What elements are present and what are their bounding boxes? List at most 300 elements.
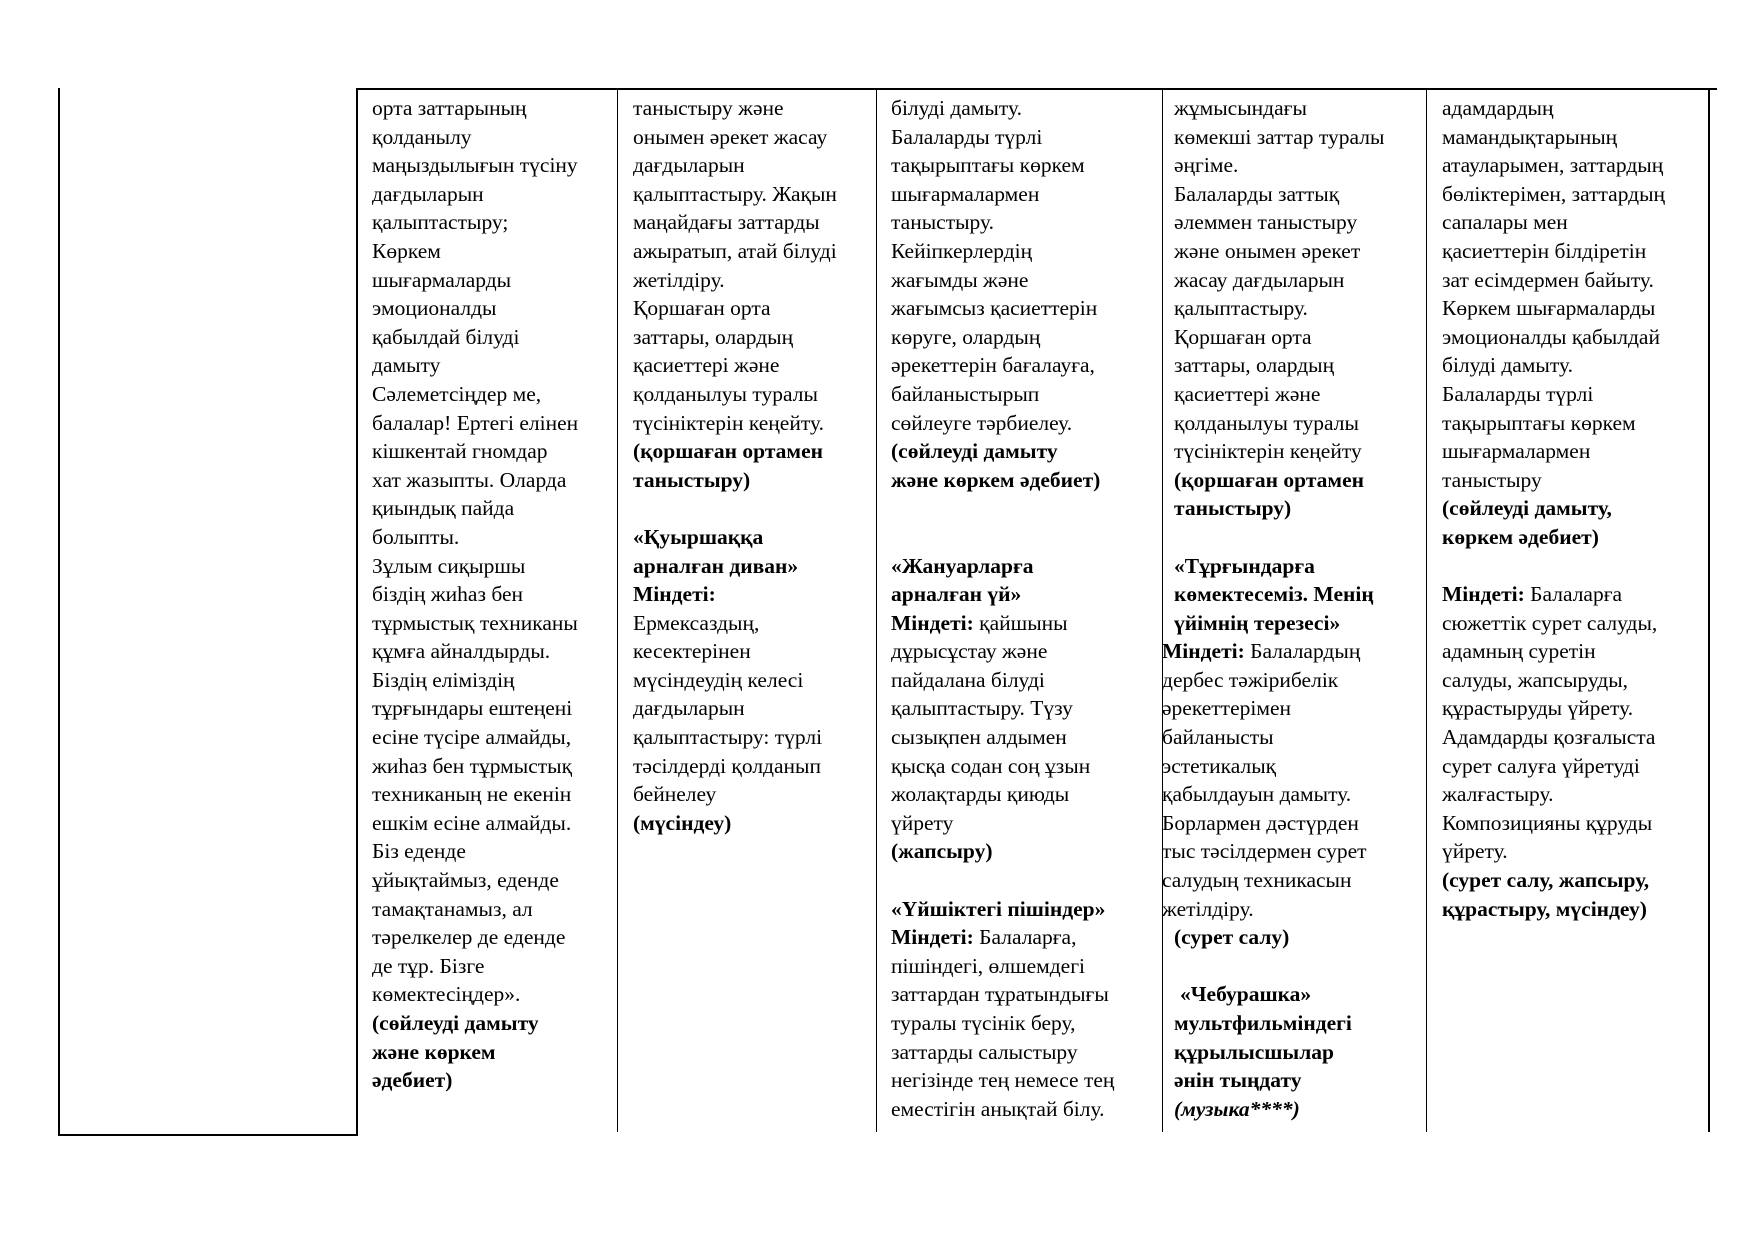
- cell-text-line: [891, 580, 1114, 609]
- cell-text-emphasis: «Жануарларға: [891, 553, 1034, 578]
- cell-text: және онымен әрекет: [1174, 238, 1361, 263]
- cell-text-line: [1162, 980, 1384, 1009]
- cell-text-line: [633, 208, 837, 237]
- cell-text-line: [633, 466, 837, 495]
- cell-text: Балаларды түрлі: [891, 124, 1043, 149]
- cell-text: қалыптастыру: түрлі: [633, 725, 823, 750]
- cell-text-line: [891, 1009, 1114, 1038]
- cell-text: көмекші заттар туралы: [1174, 124, 1385, 149]
- cell-text: мүсіндеудің келесі: [633, 667, 804, 692]
- cell-text: орта заттарының: [372, 96, 527, 120]
- cell-text-line: [372, 637, 578, 666]
- cell-text-line: [372, 723, 578, 752]
- cell-text-line: [633, 437, 837, 466]
- cell-text: мамандықтарының: [1442, 124, 1618, 149]
- cell-text-line: [1162, 609, 1384, 638]
- cell-text: техниканың не екенін: [372, 782, 572, 807]
- cell-text-line: [1162, 351, 1384, 380]
- cell-text: хат жазыпты. Оларда: [372, 467, 567, 492]
- cell-text: Зұлым сиқыршы: [372, 553, 526, 578]
- cell-text: болыпты.: [372, 524, 460, 549]
- cell-text-line: [891, 123, 1114, 152]
- cell-text-line: [1162, 923, 1384, 952]
- cell-text: адамдардың: [1442, 96, 1554, 120]
- cell-text: қысқа содан соң ұзын: [891, 753, 1091, 778]
- cell-text: сызықпен алдымен: [891, 725, 1067, 750]
- cell-text-line: [1162, 866, 1384, 895]
- cell-text-line: [1162, 952, 1384, 981]
- cell-text: сөйлеуге тәрбиелеу.: [891, 410, 1073, 435]
- cell-text: қалыптастыру. Түзу: [891, 696, 1073, 721]
- cell-text-emphasis: (музыка****): [1174, 1096, 1300, 1121]
- cell-text-line: [1442, 437, 1665, 466]
- cell-text: заттары, олардың: [633, 324, 794, 349]
- cell-text-line: [891, 494, 1114, 523]
- cell-text-line: [633, 237, 837, 266]
- cell-text: қалыптастыру;: [372, 210, 509, 235]
- cell-text-line: [372, 552, 578, 581]
- cell-text: Сәлеметсіңдер ме,: [372, 381, 542, 406]
- cell-text-line: [372, 923, 578, 952]
- cell-text-line: [633, 666, 837, 695]
- cell-text-line: [1162, 837, 1384, 866]
- cell-text-line: [1442, 895, 1665, 924]
- cell-text-line: [372, 609, 578, 638]
- cell-text-line: [1442, 866, 1665, 895]
- cell-text: Балаларға: [1524, 582, 1623, 607]
- cell-text-line: [372, 752, 578, 781]
- table-top-border: [356, 88, 1717, 90]
- cell-text-emphasis: әнін тыңдату: [1174, 1068, 1302, 1093]
- cell-text-line: [1162, 237, 1384, 266]
- cell-text-line: [1442, 666, 1665, 695]
- cell-text: Кейіпкерлердің: [891, 238, 1033, 263]
- cell-text-line: [1442, 294, 1665, 323]
- cell-text-line: [372, 380, 578, 409]
- cell-text: Көркем: [372, 238, 441, 263]
- cell-text-line: [1162, 437, 1384, 466]
- cell-text-line: [1442, 494, 1665, 523]
- cell-text-line: [891, 980, 1114, 1009]
- cell-text-emphasis: әдебиет): [372, 1068, 453, 1093]
- cell-text-emphasis: (мүсіндеу): [633, 810, 732, 835]
- cell-text-line: [372, 1009, 578, 1038]
- cell-text: қасиеттерін білдіретін: [1442, 238, 1647, 263]
- cell-text: қасиеттері және: [1174, 381, 1321, 406]
- cell-text: қолданылу: [372, 124, 472, 149]
- cell-text-line: [1162, 552, 1384, 581]
- cell-text: құрастыруды үйрету.: [1442, 696, 1634, 721]
- cell-text-line: [1162, 466, 1384, 495]
- cell-text-emphasis: «Чебурашка»: [1180, 982, 1312, 1007]
- column-divider-4: [1426, 89, 1427, 1132]
- cell-text-line: [891, 752, 1114, 781]
- cell-text-line: [1442, 609, 1665, 638]
- cell-text-line: [1442, 780, 1665, 809]
- cell-text: үйрету: [891, 810, 954, 835]
- cell-text: Біз еденде: [372, 839, 466, 864]
- cell-text: таныстыру.: [891, 210, 994, 235]
- table-cell-column-3: [891, 94, 1114, 1123]
- cell-text: дағдыларын: [633, 153, 745, 178]
- cell-text-line: [1442, 323, 1665, 352]
- cell-text: салудың техникасын: [1162, 868, 1352, 893]
- cell-text: Борлармен дәстүрден: [1162, 810, 1359, 835]
- cell-text-emphasis: таныстыру): [633, 467, 751, 492]
- cell-text-line: [1162, 494, 1384, 523]
- cell-text: ажыратып, атай білуді: [633, 238, 837, 263]
- cell-text: сурет салуға үйретуді: [1442, 753, 1640, 778]
- cell-text: тақырыптағы көркем: [891, 153, 1085, 178]
- cell-text-line: [1162, 723, 1384, 752]
- cell-text: эмоционалды: [372, 296, 497, 321]
- cell-text: шығармаларды: [372, 267, 512, 292]
- table-cell-column-1: [372, 94, 578, 1095]
- cell-text-line: [891, 180, 1114, 209]
- cell-text-line: [1162, 123, 1384, 152]
- cell-text-line: [891, 523, 1114, 552]
- cell-text-line: [1162, 151, 1384, 180]
- cell-text-line: [633, 552, 837, 581]
- cell-text: кесектерінен: [633, 639, 751, 664]
- cell-text-line: [372, 1038, 578, 1067]
- table-bottom-border: [58, 1134, 358, 1136]
- table-cell-column-5: [1442, 94, 1665, 923]
- cell-text-emphasis: (сурет салу, жапсыру,: [1442, 868, 1650, 893]
- cell-text: кішкентай гномдар: [372, 439, 548, 464]
- cell-text: білуді дамыту.: [1442, 353, 1573, 378]
- cell-text: қалыптастыру. Жақын: [633, 181, 837, 206]
- cell-text-emphasis: «Тұрғындарға: [1174, 553, 1315, 578]
- cell-text-line: [372, 409, 578, 438]
- cell-text: сапалары мен: [1442, 210, 1568, 235]
- cell-text-emphasis: мультфильміндегі: [1174, 1011, 1352, 1035]
- cell-text: Қоршаған орта: [633, 296, 771, 321]
- cell-text: негізінде тең немесе тең: [891, 1068, 1115, 1093]
- cell-text-emphasis: Міндеті:: [1442, 582, 1525, 607]
- cell-text-emphasis: Міндеті:: [891, 610, 974, 635]
- cell-text-line: [1442, 151, 1665, 180]
- cell-text-line: [372, 952, 578, 981]
- cell-text-emphasis: арналған үй»: [891, 582, 1022, 607]
- cell-text-line: [891, 437, 1114, 466]
- cell-text-line: [1442, 380, 1665, 409]
- cell-text-emphasis: (сөйлеуді дамыту,: [1442, 496, 1612, 521]
- cell-text: түсініктерін кеңейту: [1174, 439, 1362, 464]
- cell-text-emphasis: Міндеті:: [633, 582, 716, 607]
- cell-text: заттары, олардың: [1174, 353, 1335, 378]
- cell-text-line: [633, 294, 837, 323]
- cell-text: Көркем шығармаларды: [1442, 296, 1656, 321]
- cell-text-line: [891, 1066, 1114, 1095]
- cell-text-emphasis: (сөйлеуді дамыту: [891, 439, 1058, 464]
- cell-text-line: [1162, 809, 1384, 838]
- cell-text-line: [372, 780, 578, 809]
- cell-text-line: [633, 351, 837, 380]
- cell-text: көмектесіңдер».: [372, 982, 521, 1007]
- cell-text-line: [633, 637, 837, 666]
- cell-text: қолданылуы туралы: [1174, 410, 1359, 435]
- cell-text: таныстыру: [1442, 467, 1542, 492]
- cell-text: әрекеттерін бағалауға,: [891, 353, 1095, 378]
- cell-text: тұрмыстық техниканы: [372, 610, 578, 635]
- cell-text: әрекеттерімен: [1162, 696, 1291, 721]
- cell-text-emphasis: Міндеті:: [891, 925, 974, 950]
- cell-text: еместігін анықтай білу.: [891, 1096, 1105, 1121]
- cell-text-line: [372, 351, 578, 380]
- cell-text-line: [372, 494, 578, 523]
- cell-text-line: [1442, 637, 1665, 666]
- cell-text: ұйықтаймыз, еденде: [372, 868, 559, 893]
- cell-text-line: [891, 895, 1114, 924]
- cell-text-line: [891, 323, 1114, 352]
- cell-text-emphasis: (сөйлеуді дамыту: [372, 1011, 539, 1035]
- cell-text-line: [891, 552, 1114, 581]
- cell-text: атауларымен, заттардың: [1442, 153, 1664, 178]
- cell-text: жетілдіру.: [1162, 896, 1254, 921]
- cell-text-line: [1162, 637, 1384, 666]
- cell-text-line: [891, 694, 1114, 723]
- cell-text-line: [633, 809, 837, 838]
- cell-text-line: [891, 237, 1114, 266]
- cell-text-line: [1442, 809, 1665, 838]
- cell-text: шығармалармен: [1442, 439, 1591, 464]
- cell-text-line: [372, 523, 578, 552]
- cell-text: құмға айналдырды.: [372, 639, 551, 664]
- cell-text-line: [1162, 523, 1384, 552]
- cell-text: дұрысұстау және: [891, 639, 1048, 664]
- cell-text-line: [372, 809, 578, 838]
- cell-text: түсініктерін кеңейту.: [633, 410, 824, 435]
- cell-text: қиындық пайда: [372, 496, 515, 521]
- cell-text-line: [891, 780, 1114, 809]
- cell-text: тұрғындары ештеңені: [372, 696, 573, 721]
- cell-text-line: [1162, 1095, 1384, 1124]
- cell-text: есіне түсіре алмайды,: [372, 725, 572, 750]
- cell-text-line: [372, 1066, 578, 1095]
- cell-text: заттардан тұратындығы: [891, 982, 1109, 1007]
- cell-text-emphasis: (сурет салу): [1174, 925, 1290, 950]
- cell-text-line: [372, 895, 578, 924]
- cell-text-line: [372, 466, 578, 495]
- cell-text-emphasis: арналған диван»: [633, 553, 799, 578]
- cell-text-line: [1442, 237, 1665, 266]
- cell-text-line: [633, 780, 837, 809]
- cell-text: біздің жиһаз бен: [372, 582, 524, 607]
- column-divider-2: [876, 89, 877, 1132]
- cell-text: үйрету.: [1442, 839, 1508, 864]
- cell-text-emphasis: көркем әдебиет): [1442, 524, 1599, 549]
- cell-text-emphasis: (қоршаған ортамен: [1174, 467, 1365, 492]
- cell-text-line: [372, 208, 578, 237]
- cell-text-line: [1442, 723, 1665, 752]
- cell-text-line: [372, 237, 578, 266]
- cell-text: маңайдағы заттарды: [633, 210, 820, 235]
- cell-text-emphasis: «Үйшіктегі пішіндер»: [891, 896, 1106, 921]
- cell-text: жағымды және: [891, 267, 1029, 292]
- cell-text-line: [1442, 466, 1665, 495]
- cell-text-emphasis: көмектесеміз. Менің: [1174, 582, 1374, 607]
- cell-text-line: [891, 294, 1114, 323]
- cell-text: Қоршаған орта: [1174, 324, 1312, 349]
- cell-text-line: [1162, 380, 1384, 409]
- cell-text-line: [1162, 752, 1384, 781]
- cell-text-line: [1442, 694, 1665, 723]
- cell-text-line: [633, 180, 837, 209]
- cell-text: жұмысындағы: [1174, 96, 1307, 120]
- cell-text-line: [891, 866, 1114, 895]
- cell-text-line: [1442, 837, 1665, 866]
- cell-text: Балаларды түрлі: [1442, 381, 1594, 406]
- cell-text: салуды, жапсыруды,: [1442, 667, 1629, 692]
- cell-text: маңыздылығын түсіну: [372, 153, 578, 178]
- cell-text-line: [633, 409, 837, 438]
- cell-text: жолақтарды қиюды: [891, 782, 1070, 807]
- cell-text-line: [1442, 123, 1665, 152]
- cell-text-line: [1442, 266, 1665, 295]
- cell-text-line: [1442, 351, 1665, 380]
- cell-text: туралы түсінік беру,: [891, 1011, 1076, 1035]
- cell-text-line: [372, 266, 578, 295]
- cell-text-line: [1442, 409, 1665, 438]
- cell-text: пайдалана білуді: [891, 667, 1045, 692]
- cell-text: жағымсыз қасиеттерін: [891, 296, 1098, 321]
- cell-text: Біздің еліміздің: [372, 667, 515, 692]
- cell-text: сюжеттік сурет салуды,: [1442, 610, 1658, 635]
- cell-text-line: [1162, 1066, 1384, 1095]
- cell-text-line: [372, 151, 578, 180]
- cell-text: пішіндегі, өлшемдегі: [891, 953, 1085, 978]
- cell-text-line: [891, 151, 1114, 180]
- cell-text-line: [633, 151, 837, 180]
- cell-text-line: [1162, 666, 1384, 695]
- cell-text-emphasis: құрастыру, мүсіндеу): [1442, 896, 1647, 921]
- cell-text-line: [633, 752, 837, 781]
- cell-text: онымен әрекет жасау: [633, 124, 828, 149]
- cell-text-line: [372, 294, 578, 323]
- cell-text: де тұр. Бізге: [372, 953, 485, 978]
- cell-text-line: [891, 666, 1114, 695]
- cell-text: заттарды салыстыру: [891, 1039, 1078, 1064]
- cell-text: көруге, олардың: [891, 324, 1041, 349]
- cell-text-emphasis: және көркем: [372, 1039, 496, 1064]
- cell-text-line: [1162, 1009, 1384, 1038]
- cell-text-line: [1442, 752, 1665, 781]
- cell-text-line: [372, 980, 578, 1009]
- cell-text-line: [891, 380, 1114, 409]
- cell-text-line: [372, 837, 578, 866]
- table-right-border: [1708, 88, 1710, 1132]
- cell-text: тамақтанамыз, ал: [372, 896, 533, 921]
- cell-text-line: [891, 351, 1114, 380]
- cell-text-line: [891, 952, 1114, 981]
- cell-text: тақырыптағы көркем: [1442, 410, 1636, 435]
- cell-text: тыс тәсілдермен сурет: [1162, 839, 1367, 864]
- cell-text-line: [372, 666, 578, 695]
- cell-text-emphasis: (жапсыру): [891, 839, 993, 864]
- cell-text-line: [633, 609, 837, 638]
- cell-text-line: [372, 580, 578, 609]
- cell-text: Балаларға,: [973, 925, 1077, 950]
- cell-text-line: [891, 266, 1114, 295]
- cell-text: таныстыру және: [633, 96, 784, 120]
- cell-text-line: [633, 723, 837, 752]
- cell-text-line: [372, 180, 578, 209]
- cell-text-line: [1162, 780, 1384, 809]
- cell-text-line: [891, 809, 1114, 838]
- table-left-border: [58, 88, 60, 1136]
- cell-text: дамыту: [372, 353, 441, 378]
- cell-text-line: [633, 580, 837, 609]
- cell-text-line: [1162, 409, 1384, 438]
- cell-text-line: [633, 523, 837, 552]
- cell-text: тәсілдерді қолданып: [633, 753, 821, 778]
- cell-text-line: [1442, 208, 1665, 237]
- cell-text-line: [891, 637, 1114, 666]
- cell-text-line: [891, 837, 1114, 866]
- cell-text-line: [1162, 323, 1384, 352]
- cell-text-line: [633, 380, 837, 409]
- cell-text-line: [1442, 552, 1665, 581]
- cell-text-line: [1162, 180, 1384, 209]
- cell-text-line: [1162, 208, 1384, 237]
- cell-text: бейнелеу: [633, 782, 717, 807]
- cell-text: Адамдарды қозғалыста: [1442, 725, 1656, 750]
- cell-text: білуді дамыту.: [891, 96, 1022, 120]
- cell-text: дағдыларын: [633, 696, 745, 721]
- cell-text-line: [633, 694, 837, 723]
- cell-text-line: [1162, 266, 1384, 295]
- cell-text-line: [372, 694, 578, 723]
- cell-text-line: [372, 437, 578, 466]
- cell-text: жиһаз бен тұрмыстық: [372, 753, 573, 778]
- cell-text: байланысты: [1162, 725, 1274, 750]
- cell-text-emphasis: Міндеті:: [1162, 639, 1245, 664]
- cell-text-line: [891, 923, 1114, 952]
- cell-text-line: [1442, 180, 1665, 209]
- cell-text-emphasis: және көркем әдебиет): [891, 467, 1101, 492]
- table-cell-column-4: [1162, 94, 1384, 1123]
- cell-text-line: [633, 123, 837, 152]
- cell-text-line: [1162, 94, 1384, 123]
- cell-text-line: [1162, 580, 1384, 609]
- cell-text-line: [891, 609, 1114, 638]
- cell-text-line: [1162, 895, 1384, 924]
- cell-text-line: [372, 123, 578, 152]
- cell-text: жалғастыру.: [1442, 782, 1554, 807]
- cell-text: шығармалармен: [891, 181, 1040, 206]
- cell-text: байланыстырып: [891, 381, 1040, 406]
- column-divider-1: [617, 89, 618, 1132]
- cell-text-emphasis: (қоршаған ортамен: [633, 439, 824, 464]
- cell-text: жасау дағдыларын: [1174, 267, 1345, 292]
- cell-text-line: [633, 494, 837, 523]
- cell-text: эмоционалды қабылдай: [1442, 324, 1660, 349]
- cell-text-line: [1442, 523, 1665, 552]
- cell-text-line: [633, 266, 837, 295]
- cell-text-line: [1162, 294, 1384, 323]
- cell-text: әлеммен таныстыру: [1174, 210, 1358, 235]
- cell-text-line: [1442, 94, 1665, 123]
- cell-text: Композицияны құруды: [1442, 810, 1653, 835]
- cell-text-line: [1162, 694, 1384, 723]
- cell-text: әңгіме.: [1174, 153, 1239, 178]
- cell-text-line: [1162, 1038, 1384, 1067]
- cell-text-line: [372, 94, 578, 123]
- cell-text: ешкім есіне алмайды.: [372, 810, 572, 835]
- cell-text: қолданылуы туралы: [633, 381, 818, 406]
- cell-text: қасиеттері және: [633, 353, 780, 378]
